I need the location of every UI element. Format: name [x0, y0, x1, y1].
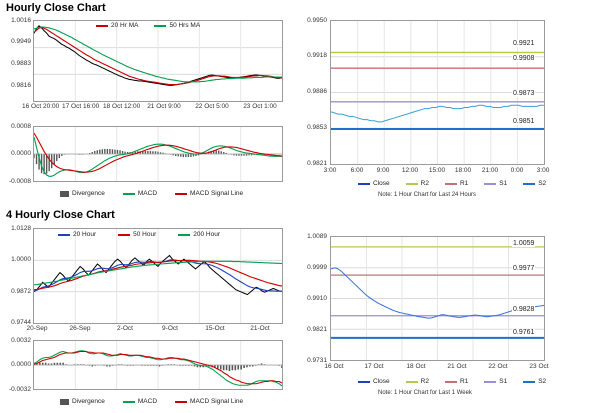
ytick-hourly-price-0: 1.0016	[11, 17, 31, 24]
ytick-hourly-pivot-4: 0.9821	[307, 160, 327, 167]
xtick-hourly-pivot-3: 12:00	[401, 167, 419, 174]
swatch-divergence-4h	[60, 399, 69, 405]
legend-item-s1-hourly-pivot: S1	[484, 180, 507, 187]
ytick-hourly-price-3: 0.9816	[11, 82, 31, 89]
xtick-hourly-pivot-8: 3:00	[536, 167, 550, 174]
section-title-hourly: Hourly Close Chart	[6, 2, 106, 14]
legend-item-r1-4h-pivot: R1	[445, 378, 468, 385]
swatch-r2-4h-pivot	[406, 381, 418, 383]
legend-item-r1-hourly-pivot: R1	[445, 180, 468, 187]
xtick-4h-price-0: 20-Sep	[26, 325, 48, 332]
ytick-4h-price-3: 0.9744	[11, 319, 31, 326]
ytick-hourly-macd-0: 0.0008	[11, 123, 31, 130]
xtick-hourly-price-0: 16 Oct 20:00	[22, 103, 60, 110]
ytick-hourly-pivot-3: 0.9853	[307, 124, 327, 131]
xtick-hourly-pivot-0: 3:00	[323, 167, 337, 174]
note-four-hourly-pivot: Note: 1 Hour Chart for Last 1 Week	[378, 390, 472, 396]
swatch-r2-hourly-pivot	[406, 183, 418, 185]
level-label-s2-4h: 0.9761	[513, 329, 535, 336]
ytick-4h-macd-1: 0.0000	[11, 361, 31, 368]
level-label-s2-hourly: 0.9851	[513, 118, 535, 125]
legend-item-50hr-ma: 50 Hrs MA	[154, 22, 200, 29]
level-label-s1-hourly: 0.9873	[513, 90, 535, 97]
level-label-r2-4h: 1.0059	[513, 240, 535, 247]
xtick-4h-pivot-0: 16 Oct	[324, 363, 344, 370]
swatch-close-4h-pivot	[358, 381, 370, 383]
legend-item-50hour: 50 Hour	[118, 231, 156, 238]
legend-hourly-price	[96, 22, 200, 29]
xtick-hourly-price-2: 18 Oct 12:00	[103, 103, 141, 110]
ytick-hourly-price-2: 0.9883	[11, 60, 31, 67]
xtick-hourly-pivot-2: 9:00	[376, 167, 390, 174]
legend-item-s2-hourly-pivot: S2	[523, 180, 546, 187]
ytick-hourly-pivot-2: 0.9886	[307, 88, 327, 95]
xtick-hourly-price-4: 22 Oct 5:00	[195, 103, 229, 110]
legend-four-hourly-pivot	[358, 378, 546, 385]
legend-item-macd-signal-4h: MACD Signal Line	[175, 398, 243, 405]
ytick-hourly-price-1: 0.9949	[11, 38, 31, 45]
swatch-s1-hourly-pivot	[484, 183, 496, 185]
xtick-4h-pivot-2: 18 Oct	[406, 363, 426, 370]
legend-item-macd-hourly: MACD	[123, 190, 157, 197]
xtick-4h-pivot-5: 23 Oct	[529, 363, 549, 370]
xtick-hourly-price-5: 23 Oct 1:00	[243, 103, 277, 110]
legend-item-s1-4h-pivot: S1	[484, 378, 507, 385]
ytick-4h-pivot-2: 0.9910	[307, 295, 327, 302]
ytick-4h-pivot-0: 1.0089	[307, 233, 327, 240]
swatch-macd-hourly	[123, 193, 135, 195]
xtick-4h-pivot-1: 17 Oct	[364, 363, 384, 370]
legend-item-200hour: 200 Hour	[178, 231, 220, 238]
swatch-macd-signal-hourly	[175, 193, 187, 195]
legend-four-hourly-macd	[60, 398, 243, 405]
swatch-r1-hourly-pivot	[445, 183, 457, 185]
legend-item-r2-4h-pivot: R2	[406, 378, 429, 385]
xtick-hourly-pivot-4: 15:00	[428, 167, 446, 174]
chart-hourly-price	[33, 20, 283, 102]
chart-hourly-macd	[33, 126, 283, 182]
swatch-50hr-ma	[154, 25, 166, 27]
ytick-4h-pivot-1: 0.9999	[307, 264, 327, 271]
ytick-hourly-pivot-0: 0.9950	[307, 17, 327, 24]
swatch-divergence-hourly	[60, 191, 69, 197]
xtick-4h-pivot-3: 21 Oct	[447, 363, 467, 370]
level-label-r2-hourly: 0.9921	[513, 40, 535, 47]
swatch-macd-4h	[123, 401, 135, 403]
swatch-close-hourly-pivot	[358, 183, 370, 185]
xtick-4h-pivot-4: 22 Oct	[488, 363, 508, 370]
legend-item-r2-hourly-pivot: R2	[406, 180, 429, 187]
swatch-s1-4h-pivot	[484, 381, 496, 383]
chart-four-hourly-price	[33, 228, 283, 324]
legend-four-hourly-price	[58, 231, 220, 238]
level-label-r1-4h: 0.9977	[513, 265, 535, 272]
legend-item-close-hourly-pivot: Close	[358, 180, 390, 187]
note-hourly-pivot: Note: 1 Hour Chart for Last 24 Hours	[378, 192, 477, 198]
swatch-r1-4h-pivot	[445, 381, 457, 383]
xtick-hourly-pivot-5: 18:00	[454, 167, 472, 174]
chart-four-hourly-macd	[33, 340, 283, 390]
ytick-4h-price-2: 0.9872	[11, 288, 31, 295]
xtick-hourly-price-3: 21 Oct 9:00	[147, 103, 181, 110]
legend-item-macd-signal-hourly: MACD Signal Line	[175, 190, 243, 197]
xtick-hourly-pivot-6: 21:00	[481, 167, 499, 174]
ytick-hourly-macd-1: 0.0000	[11, 150, 31, 157]
level-label-s1-4h: 0.9828	[513, 306, 535, 313]
legend-item-20hr-ma: 20 Hr MA	[96, 22, 138, 29]
legend-item-close-4h-pivot: Close	[358, 378, 390, 385]
xtick-4h-price-5: 21-Oct	[250, 325, 270, 332]
legend-hourly-macd	[60, 190, 243, 197]
ytick-4h-macd-2: -0.0032	[8, 386, 31, 393]
section-title-four-hourly: 4 Hourly Close Chart	[6, 209, 115, 221]
legend-item-20hour: 20 Hour	[58, 231, 96, 238]
xtick-4h-price-2: 2-Oct	[117, 325, 133, 332]
swatch-50hour	[118, 234, 130, 236]
legend-item-s2-4h-pivot: S2	[523, 378, 546, 385]
ytick-4h-pivot-3: 0.9821	[307, 326, 327, 333]
ytick-4h-pivot-4: 0.9731	[307, 357, 327, 364]
ytick-hourly-macd-2: -0.0008	[8, 178, 31, 185]
swatch-s2-4h-pivot	[523, 381, 535, 383]
ytick-hourly-pivot-1: 0.9918	[307, 52, 327, 59]
swatch-200hour	[178, 234, 190, 236]
legend-item-macd-4h: MACD	[123, 398, 157, 405]
xtick-hourly-pivot-1: 6:00	[350, 167, 364, 174]
xtick-4h-price-1: 26-Sep	[69, 325, 91, 332]
ytick-4h-price-0: 1.0128	[11, 225, 31, 232]
legend-hourly-pivot	[358, 180, 546, 187]
xtick-hourly-price-1: 17 Oct 16:00	[62, 103, 100, 110]
legend-item-divergence-hourly: Divergence	[60, 190, 105, 197]
swatch-20hr-ma	[96, 25, 108, 27]
swatch-macd-signal-4h	[175, 401, 187, 403]
chart-four-hourly-pivot	[330, 236, 545, 361]
level-label-r1-hourly: 0.9908	[513, 55, 535, 62]
swatch-s2-hourly-pivot	[523, 183, 535, 185]
swatch-20hour	[58, 234, 70, 236]
xtick-hourly-pivot-7: 0:00	[510, 167, 524, 174]
xtick-4h-price-4: 15-Oct	[205, 325, 225, 332]
xtick-4h-price-3: 9-Oct	[162, 325, 178, 332]
ytick-4h-price-1: 1.0000	[11, 256, 31, 263]
ytick-4h-macd-0: 0.0032	[11, 337, 31, 344]
legend-item-divergence-4h: Divergence	[60, 398, 105, 405]
